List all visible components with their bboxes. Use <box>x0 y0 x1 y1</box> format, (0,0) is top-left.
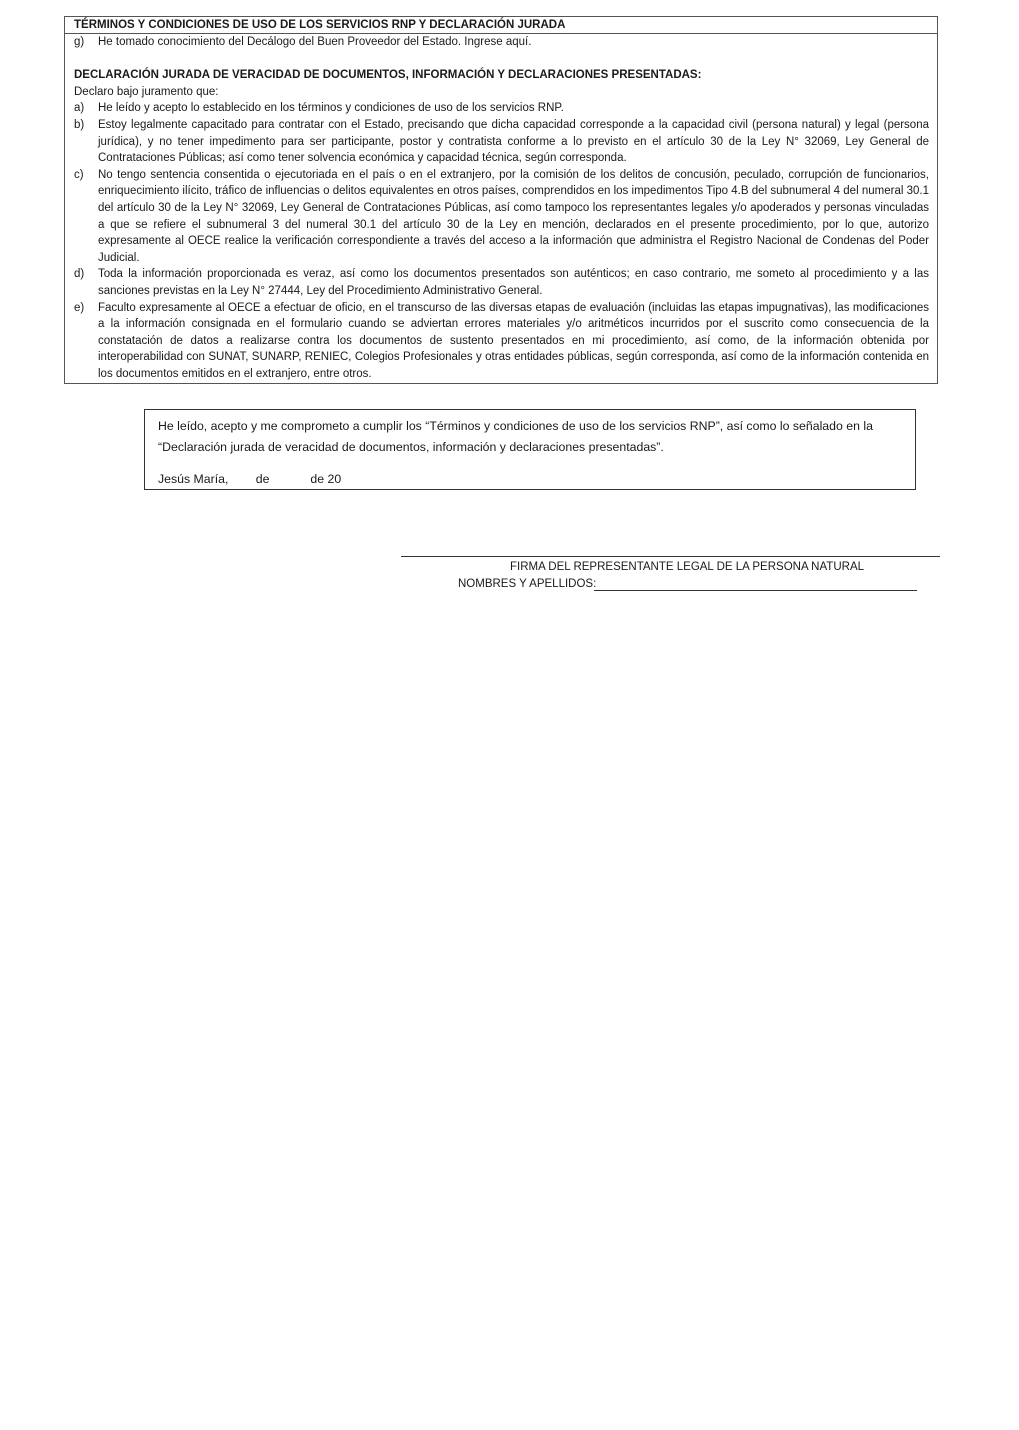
item-letter: g) <box>74 36 85 48</box>
item-letter: d) <box>74 268 85 281</box>
item-letter: a) <box>74 102 85 115</box>
acceptance-box <box>144 409 916 490</box>
item-text: Estoy legalmente capacitado para contratar con el Estado, precisando que dicha capacidad corresponde a la capacidad civil (persona natural) y legal (persona jurídica), y no tener impedimento para ser participante, postor y contratista conforme a lo previsto en el artículo 30 de la Ley N° 32069, Ley General de Contrataciones Públicas; así como tener solvencia económica y capacidad técnica, según corresponda. <box>98 118 929 165</box>
terms-body <box>65 34 937 383</box>
terms-section <box>64 16 938 384</box>
spacer <box>74 51 929 68</box>
terms-header: TÉRMINOS Y CONDICIONES DE USO DE LOS SERVICIOS RNP Y DECLARACIÓN JURADA <box>65 17 937 34</box>
declaration-item-a <box>74 100 929 117</box>
place-date-line <box>158 469 901 490</box>
acceptance-text: He leído, acepto y me comprometo a cumplir los “Términos y condiciones de uso de los servicios RNP”, así como lo señalado en la “Declaración jurada de veracidad de documentos, información y declaraciones presentadas”. <box>158 419 873 454</box>
date-de-2: de 20 <box>310 472 342 486</box>
declaration-item-e <box>74 300 929 383</box>
declaration-intro: Declaro bajo juramento que: <box>74 85 219 98</box>
declaration-item-c <box>74 167 929 267</box>
item-text: He tomado conocimiento del Decálogo del Buen Proveedor del Estado. Ingrese aquí. <box>98 36 532 48</box>
declaration-item-d <box>74 266 929 299</box>
terms-item-g <box>74 34 929 51</box>
item-text: Toda la información proporcionada es veraz, así como los documentos presentados son auténticos; en caso contrario, me someto al procedimiento y a las sanciones previstas en la Ley N° 27444, Ley del Procedimiento Administrativo General. <box>98 268 929 297</box>
item-letter: c) <box>74 168 84 181</box>
declaration-title: DECLARACIÓN JURADA DE VERACIDAD DE DOCUMENTOS, INFORMACIÓN Y DECLARACIONES PRESENTADAS: <box>74 69 702 82</box>
item-letter: b) <box>74 118 85 131</box>
item-text: Faculto expresamente al OECE a efectuar de oficio, en el transcurso de las diversas etapas de evaluación (incluidas las etapas impugnativas), las modificaciones a la información consignada en el formulario cuando se adviertan errores materiales y/o aritméticos incurridos por el suscrito como consecuencia de la constatación de datos a realizarse contra los documentos de sustento presentados en mi procedimiento, así como, de la información obtenida por interoperabilidad con SUNAT, SUNARP, RENIEC, Colegios Profesionales y otras entidades públicas, según corresponda, así como de la información contenida en los documentos emitidos en el extranjero, entre otros. <box>98 301 929 380</box>
place-label: Jesús María, <box>158 472 229 486</box>
names-label: NOMBRES Y APELLIDOS: <box>458 578 597 590</box>
signature-line <box>401 556 940 557</box>
signature-label: FIRMA DEL REPRESENTANTE LEGAL DE LA PERSONA NATURAL <box>509 561 865 573</box>
date-de-1: de <box>255 472 270 486</box>
item-text: No tengo sentencia consentida o ejecutoriada en el país o en el extranjero, por la comisión de los delitos de concusión, peculado, corrupción de funcionarios, enriquecimiento ilícito, tráfico de influencias o delitos equivalentes en otros países, comprendidos en los impedimentos Tipo 4.B del subnumeral 4 del numeral 30.1 del artículo 30 de la Ley N° 32069, Ley General de Contrataciones Públicas, así como tampoco los representantes legales y/o apoderados y personas vinculadas a que se refiere el subnumeral 3 del numeral 30.1 del artículo 30 de la Ley en mención, declarados en el presente procedimiento, por lo que, autorizo expresamente al OECE realice la verificación correspondiente a través del acceso a la información que administra el Registro Nacional de Condenas del Poder Judicial. <box>98 168 929 264</box>
declaration-item-b <box>74 117 929 167</box>
item-letter: e) <box>74 301 85 314</box>
item-text: He leído y acepto lo establecido en los términos y condiciones de uso de los servicios RNP. <box>98 102 564 115</box>
names-underline <box>594 590 917 591</box>
